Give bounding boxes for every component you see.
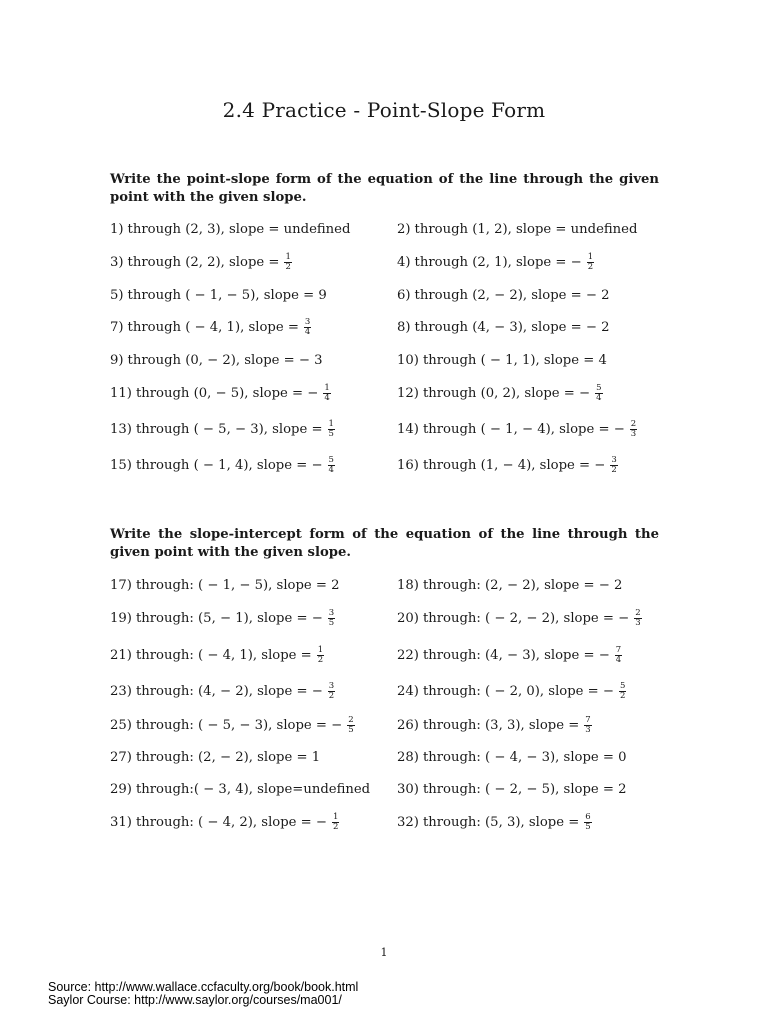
problem-text: through (4, − 3), slope = − 2 xyxy=(414,319,610,335)
slope-fraction xyxy=(323,384,330,403)
problem-item xyxy=(397,716,592,734)
problem-text: through (2, 3), slope = undefined xyxy=(127,221,351,237)
problem-number: 12) xyxy=(397,385,419,401)
slope-fraction xyxy=(610,456,617,475)
problem-text: through: (5, − 1), slope = − xyxy=(135,610,323,626)
section1-instruction: Write the point-slope form of the equation of the line through the given point with the given slope. xyxy=(110,172,659,205)
problem-text: through: ( − 1, − 5), slope = 2 xyxy=(135,577,340,593)
fraction-denominator: 2 xyxy=(332,821,339,832)
slope-fraction xyxy=(328,456,335,475)
fraction-numerator: 2 xyxy=(348,714,354,725)
problem-number: 28) xyxy=(397,749,419,765)
problem-number: 24) xyxy=(397,683,419,699)
problem-number: 32) xyxy=(397,814,419,830)
fraction-numerator: 7 xyxy=(585,714,591,725)
problem-text: through (0, 2), slope = − xyxy=(422,385,591,401)
problem-item xyxy=(110,220,350,238)
footer-course: Saylor Course: http://www.saylor.org/courses/ma001/ xyxy=(48,993,342,1007)
fraction-denominator: 4 xyxy=(328,464,334,475)
slope-fraction xyxy=(328,609,335,628)
fraction-denominator: 4 xyxy=(324,392,330,403)
fraction-numerator: 2 xyxy=(630,418,637,429)
problem-text: through: (2, − 2), slope = − 2 xyxy=(422,577,623,593)
fraction-denominator: 4 xyxy=(304,326,311,337)
problem-number: 19) xyxy=(110,610,132,626)
problem-text: through ( − 1, 4), slope = − xyxy=(135,457,323,473)
problem-number: 22) xyxy=(397,647,419,663)
problem-number: 9) xyxy=(110,352,124,368)
problem-item xyxy=(110,813,339,831)
problem-item xyxy=(397,318,610,336)
problem-item xyxy=(397,456,618,474)
slope-fraction xyxy=(284,253,291,272)
footer-source: Source: http://www.wallace.ccfaculty.org/book/book.html xyxy=(48,980,359,994)
problem-number: 31) xyxy=(110,814,132,830)
problem-number: 21) xyxy=(110,647,132,663)
page-number: 1 xyxy=(380,946,388,959)
fraction-denominator: 2 xyxy=(611,464,617,475)
slope-fraction xyxy=(587,253,594,272)
fraction-denominator: 4 xyxy=(596,392,602,403)
fraction-numerator: 1 xyxy=(317,644,324,655)
problem-text: through (2, − 2), slope = − 2 xyxy=(414,287,610,303)
fraction-numerator: 6 xyxy=(585,811,591,822)
problem-number: 14) xyxy=(397,421,419,437)
problem-number: 11) xyxy=(110,385,132,401)
problem-text: through (2, 1), slope = − xyxy=(414,254,582,270)
fraction-numerator: 1 xyxy=(324,382,330,393)
slope-fraction xyxy=(595,384,602,403)
problem-text: through: (2, − 2), slope = 1 xyxy=(135,749,321,765)
fraction-denominator: 5 xyxy=(328,428,334,439)
fraction-denominator: 2 xyxy=(587,261,594,272)
problem-text: through ( − 4, 1), slope = xyxy=(127,319,299,335)
problem-item xyxy=(397,420,637,438)
fraction-denominator: 5 xyxy=(328,617,335,628)
problem-text: through ( − 1, − 4), slope = − xyxy=(422,421,625,437)
problem-number: 25) xyxy=(110,717,132,733)
fraction-denominator: 5 xyxy=(348,724,354,735)
problem-number: 16) xyxy=(397,457,419,473)
fraction-numerator: 1 xyxy=(587,251,594,262)
problem-item xyxy=(110,286,327,304)
problem-item xyxy=(110,780,370,798)
problem-item xyxy=(397,253,594,271)
problem-text: through: ( − 2, 0), slope = − xyxy=(422,683,614,699)
slope-fraction xyxy=(317,646,324,665)
problem-item xyxy=(110,420,335,438)
problem-number: 2) xyxy=(397,221,411,237)
slope-fraction xyxy=(584,813,591,832)
problem-item xyxy=(397,220,637,238)
problem-text: through (1, 2), slope = undefined xyxy=(414,221,638,237)
fraction-numerator: 1 xyxy=(328,418,334,429)
problem-text: through (1, − 4), slope = − xyxy=(422,457,606,473)
problem-text: through: (4, − 3), slope = − xyxy=(422,647,610,663)
problem-number: 26) xyxy=(397,717,419,733)
fraction-numerator: 5 xyxy=(328,454,334,465)
problem-number: 8) xyxy=(397,319,411,335)
footer xyxy=(48,981,358,1007)
slope-fraction xyxy=(328,420,335,439)
slope-fraction xyxy=(304,318,311,337)
problem-item xyxy=(110,609,335,627)
problem-number: 17) xyxy=(110,577,132,593)
problem-number: 27) xyxy=(110,749,132,765)
problem-number: 13) xyxy=(110,421,132,437)
fraction-numerator: 5 xyxy=(619,680,626,691)
problem-item xyxy=(397,813,592,831)
fraction-denominator: 2 xyxy=(619,690,626,701)
fraction-numerator: 2 xyxy=(635,607,641,618)
fraction-denominator: 3 xyxy=(585,724,591,735)
slope-fraction xyxy=(328,682,335,701)
problem-item xyxy=(397,351,607,369)
problem-number: 5) xyxy=(110,287,124,303)
problem-item xyxy=(397,286,610,304)
problem-item xyxy=(397,609,642,627)
problem-number: 30) xyxy=(397,781,419,797)
problem-text: through ( − 1, 1), slope = 4 xyxy=(422,352,607,368)
problem-item xyxy=(110,456,335,474)
problem-text: through ( − 1, − 5), slope = 9 xyxy=(127,287,327,303)
fraction-numerator: 3 xyxy=(328,607,335,618)
problem-item xyxy=(110,384,331,402)
problem-item xyxy=(110,318,311,336)
slope-fraction xyxy=(584,716,591,735)
problem-number: 7) xyxy=(110,319,124,335)
problem-item xyxy=(110,748,320,766)
fraction-denominator: 4 xyxy=(615,654,622,665)
problem-item xyxy=(397,384,603,402)
slope-fraction xyxy=(332,813,339,832)
problem-text: through (2, 2), slope = xyxy=(127,254,280,270)
problem-text: through: ( − 2, − 5), slope = 2 xyxy=(422,781,627,797)
problem-text: through: ( − 4, 1), slope = xyxy=(135,647,312,663)
problem-text: through: ( − 4, 2), slope = − xyxy=(135,814,327,830)
fraction-numerator: 3 xyxy=(304,316,311,327)
problem-number: 18) xyxy=(397,577,419,593)
fraction-numerator: 3 xyxy=(611,454,617,465)
slope-fraction xyxy=(347,716,354,735)
fraction-denominator: 5 xyxy=(585,821,591,832)
problem-text: through ( − 5, − 3), slope = xyxy=(135,421,323,437)
problem-item xyxy=(110,716,355,734)
problem-text: through (0, − 2), slope = − 3 xyxy=(127,352,323,368)
problem-item xyxy=(110,253,292,271)
problem-text: through: ( − 2, − 2), slope = − xyxy=(422,610,630,626)
problem-item xyxy=(397,748,627,766)
problem-text: through: ( − 4, − 3), slope = 0 xyxy=(422,749,627,765)
problem-text: through:( − 3, 4), slope=undefined xyxy=(135,781,371,797)
problem-item xyxy=(397,646,622,664)
fraction-denominator: 3 xyxy=(635,617,641,628)
slope-fraction xyxy=(630,420,637,439)
problem-number: 15) xyxy=(110,457,132,473)
problem-number: 1) xyxy=(110,221,124,237)
slope-fraction xyxy=(619,682,626,701)
problem-number: 3) xyxy=(110,254,124,270)
problem-number: 6) xyxy=(397,287,411,303)
fraction-denominator: 2 xyxy=(328,690,335,701)
fraction-numerator: 1 xyxy=(285,251,291,262)
problem-item xyxy=(110,646,324,664)
fraction-denominator: 2 xyxy=(285,261,291,272)
problem-item xyxy=(397,682,626,700)
slope-fraction xyxy=(615,646,622,665)
slope-fraction xyxy=(634,609,641,628)
fraction-denominator: 3 xyxy=(630,428,637,439)
problem-item xyxy=(110,576,340,594)
problem-text: through: (3, 3), slope = xyxy=(422,717,580,733)
problem-item xyxy=(110,682,335,700)
fraction-numerator: 1 xyxy=(332,811,339,822)
problem-text: through: (5, 3), slope = xyxy=(422,814,580,830)
fraction-denominator: 2 xyxy=(317,654,324,665)
problem-item xyxy=(397,576,622,594)
problem-number: 10) xyxy=(397,352,419,368)
section2-instruction: Write the slope-intercept form of the equation of the line through the given point with the given slope. xyxy=(110,527,659,560)
fraction-numerator: 5 xyxy=(596,382,602,393)
problem-number: 29) xyxy=(110,781,132,797)
problem-number: 23) xyxy=(110,683,132,699)
problem-item xyxy=(397,780,627,798)
problem-number: 4) xyxy=(397,254,411,270)
fraction-numerator: 3 xyxy=(328,680,335,691)
page-title: 2.4 Practice - Point-Slope Form xyxy=(222,98,546,122)
problem-text: through: (4, − 2), slope = − xyxy=(135,683,323,699)
problem-item xyxy=(110,351,323,369)
problem-text: through (0, − 5), slope = − xyxy=(135,385,319,401)
problem-number: 20) xyxy=(397,610,419,626)
problem-text: through: ( − 5, − 3), slope = − xyxy=(135,717,343,733)
fraction-numerator: 7 xyxy=(615,644,622,655)
